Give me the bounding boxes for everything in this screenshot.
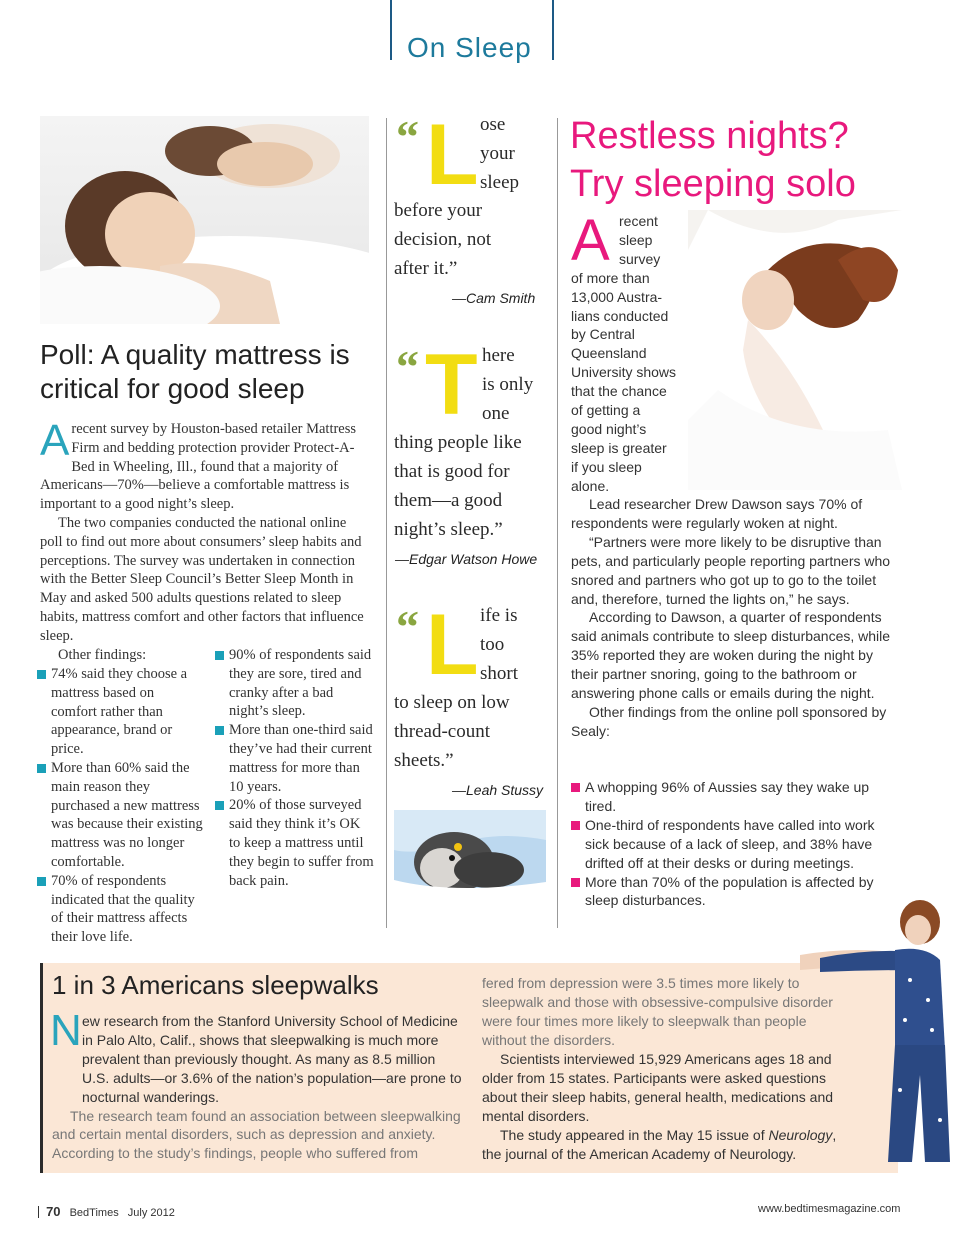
quote-1-initial: L (426, 107, 479, 203)
list-item: One-third of respondents have called into work sick because of a lack of sleep, and 38% have drifted off at their desks or during meetings. (571, 816, 901, 873)
header-rule-left (390, 0, 392, 60)
list-item: 20% of those surveyed said they think it’s OK to keep a mattress until they begin to suffer from back pain. (215, 796, 375, 890)
sleepwalk-paragraph-4: The study appeared in the May 15 issue of Neurology, the journal of the American Academy of Neurology. (482, 1126, 837, 1162)
restless-bullets (571, 778, 901, 910)
page-footer-left (38, 1204, 175, 1219)
poll-paragraph-2: The two companies conducted the national online poll to find out more about consumers’ sleep habits and perceptions. The survey was undertaken in connection with the Better Sleep Council’s Better Sleep Month in May and asked 500 adults questions related to sleep habits, mattress comfort and other factors that influence sleep. (40, 514, 364, 644)
quote-2-author: —Edgar Watson Howe (395, 551, 538, 567)
sleepwalk-paragraph-2-continued: fered from depression were 3.5 times more likely to sleepwalk and those with obsessive-compulsive disorder were four times more likely to sleepwalk than people without the disorders. (482, 975, 833, 1048)
dog-photo (394, 810, 546, 900)
header-rule-right (552, 0, 554, 60)
bullet-square-icon (215, 726, 224, 735)
issue-date: July 2012 (127, 1207, 175, 1219)
restless-body (571, 495, 901, 741)
sleepwalk-col-1 (52, 1012, 466, 1164)
restless-intro: recent sleep survey of more than 13,000 Austra- lians conducted by Central Queensland University shows that the chance of getting a good night’s sleep is greater if you sleep alone. (571, 213, 677, 494)
quote-2-line: that is good for (394, 461, 510, 482)
quote-2-line: night’s sleep.” (394, 519, 503, 540)
quote-1-line: after it.” (394, 258, 458, 279)
list-item: More than 70% of the population is affected by sleep disturbances. (571, 873, 901, 911)
page-number: 70 (46, 1204, 61, 1219)
list-item: 74% said they choose a mattress based on comfort rather than appearance, brand or price. (37, 665, 203, 759)
bullet-square-icon (571, 821, 580, 830)
quote-mark-icon: “ (396, 111, 419, 162)
quote-2-line: here (482, 345, 515, 366)
bullet-square-icon (571, 783, 580, 792)
poll-paragraph-1: recent survey by Houston-based retailer Mattress Firm and bedding protection provider Protect-A-Bed in Wheeling, Ill., found that a majority of Americans—70%—believe a comfortable mattress is important to a good night’s sleep. (40, 421, 357, 513)
bullet-square-icon (215, 801, 224, 810)
restless-drop-cap: A (571, 208, 610, 273)
restless-headline (570, 112, 856, 208)
quote-1-line: ose (480, 114, 506, 135)
bullet-square-icon (37, 764, 46, 773)
poll-headline: Poll: A quality mattress is critical for good sleep (40, 339, 350, 404)
quote-1-line: your (480, 143, 515, 164)
quote-2-line: one (482, 403, 510, 424)
restless-headline-line-1: Restless nights? (570, 115, 849, 157)
list-item: A whopping 96% of Aussies say they wake up tired. (571, 778, 901, 816)
quote-1-line: before your (394, 200, 483, 221)
sleepwalk-paragraph-3: Scientists interviewed 15,929 Americans ages 18 and older from 15 states. Participants were asked questions about their sleep habits, general health, medications and mental disorders. (482, 1051, 834, 1124)
sleepwalker-photo (800, 900, 960, 1170)
quote-1-line: sleep (480, 172, 520, 193)
quote-3-line: ife is (480, 605, 518, 626)
quote-3-line: sheets.” (394, 750, 454, 771)
sleepwalk-headline: 1 in 3 Americans sleepwalks (52, 970, 379, 1000)
quote-3-line: short (480, 663, 518, 684)
magazine-name: BedTimes (69, 1207, 119, 1219)
sleepwalk-drop-cap: N (50, 1006, 82, 1055)
poll-bullets-left (37, 665, 203, 947)
quote-2-line: thing people like (394, 432, 522, 453)
restless-paragraph-3: “Partners were more likely to be disruptive than pets, and particularly people reporting partners who snored and partners who got up to go to the toilet and, therefore, turned the lights on,” he says. (571, 533, 891, 607)
quote-3-line: thread-count (394, 721, 491, 742)
quote-2-initial: T (425, 337, 478, 433)
restless-paragraph-2: Lead researcher Drew Dawson says 70% of respondents were regularly woken at night. (571, 496, 863, 531)
bullet-square-icon (571, 878, 580, 887)
restless-headline-line-2: Try sleeping solo (570, 163, 856, 205)
sleepwalk-col-2 (482, 974, 854, 1163)
sleepwalk-box-rule (40, 963, 43, 1173)
quote-3-initial: L (426, 597, 479, 693)
website-url[interactable]: www.bedtimesmagazine.com (758, 1203, 901, 1215)
bullet-square-icon (37, 877, 46, 886)
poll-intro (40, 416, 372, 664)
bullet-square-icon (37, 670, 46, 679)
quote-3-line: to sleep on low (394, 692, 510, 713)
quote-2-line: them—a good (394, 490, 503, 511)
quote-3-author: —Leah Stussy (452, 782, 544, 798)
section-title: On Sleep (407, 32, 532, 63)
quote-2-line: is only (482, 374, 534, 395)
sleepwalk-paragraph-2: The research team found an association between sleepwalking and certain mental disorders, such as depression and anxiety. According to the study’s findings, people who suffered from (52, 1107, 461, 1162)
list-item: More than one-third said they’ve had their current mattress for more than 10 years. (215, 721, 375, 796)
column-divider-right (557, 118, 558, 928)
list-item: 90% of respondents said they are sore, tired and cranky after a bad night’s sleep. (215, 646, 375, 721)
sleepwalk-paragraph-1: ew research from the Stanford University School of Medicine in Palo Alto, Calif., shows that sleepwalking is much more prevalent than previously thought. As many as 8.5 million U.S. adults—or 3.6% of the nation’s population—are prone to nocturnal wanderings. (82, 1013, 462, 1105)
quote-3-line: too (480, 634, 505, 655)
poll-drop-cap: A (40, 416, 70, 465)
restless-paragraph-5: Other findings from the online poll sponsored by Sealy: (571, 703, 887, 739)
list-item: More than 60% said the main reason they purchased a new mattress was because their existing mattress was no longer comfortable. (37, 759, 203, 872)
woman-sleeping-photo (688, 210, 902, 490)
quote-mark-icon: “ (396, 341, 419, 392)
couple-sleeping-photo (40, 116, 369, 324)
quote-1-line: decision, not (394, 229, 492, 250)
quote-1-author: —Cam Smith (452, 290, 536, 306)
bullet-square-icon (215, 651, 224, 660)
poll-other-findings: Other findings: (58, 646, 147, 663)
footer-rule (38, 1206, 39, 1218)
list-item: 70% of respondents indicated that the quality of their mattress affects their love life. (37, 872, 203, 947)
restless-paragraph-4: According to Dawson, a quarter of respondents said animals contribute to sleep disturbances, while 35% reported they are woken during the night by their partner snoring, going to the bathroom or answering phone calls or emails during the night. (571, 609, 891, 702)
quote-mark-icon: “ (396, 601, 419, 652)
column-divider-left (386, 118, 387, 928)
poll-bullets-right (215, 646, 375, 890)
